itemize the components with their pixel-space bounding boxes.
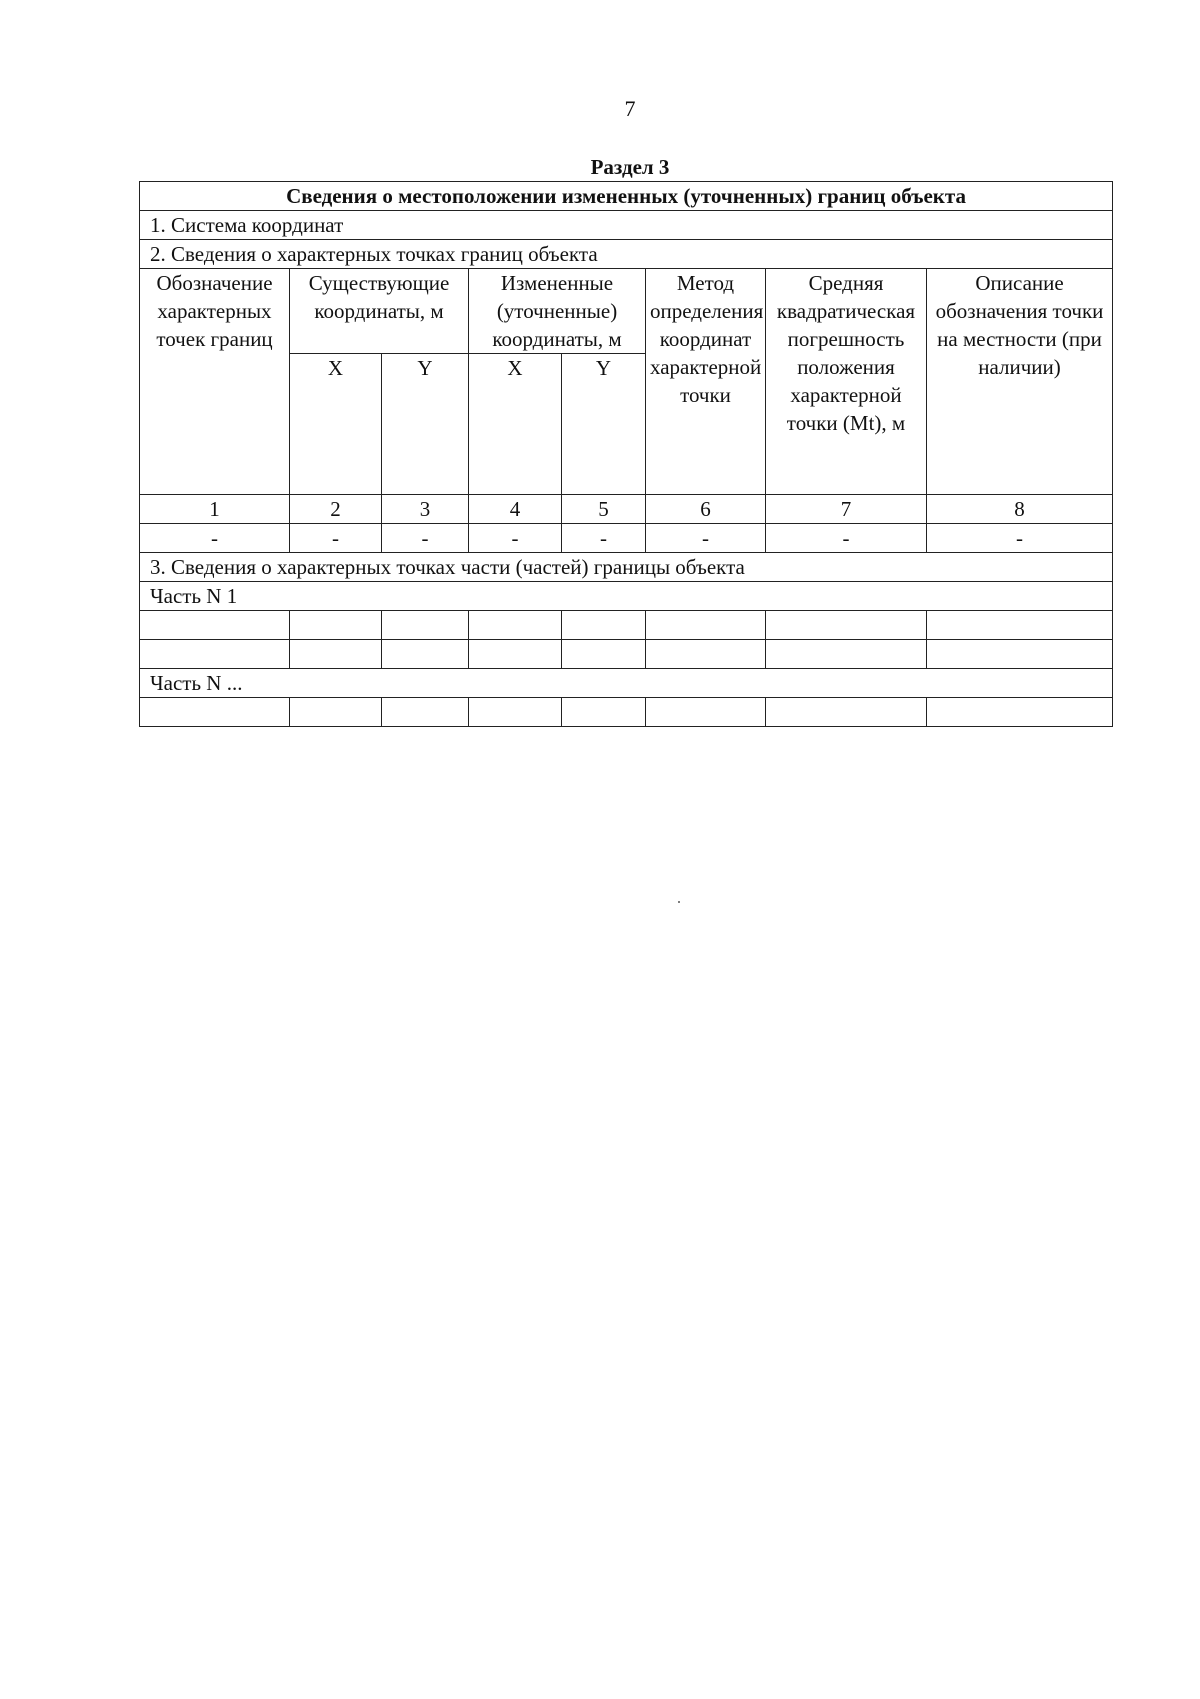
dash-cell: -	[927, 524, 1113, 553]
table-row	[140, 611, 1113, 640]
empty-cell	[646, 611, 766, 640]
header-changed-coords: Измененные (уточненные) координаты, м	[469, 269, 646, 354]
empty-cell	[766, 640, 927, 669]
empty-cell	[562, 640, 646, 669]
page-number: 7	[624, 96, 636, 121]
column-number: 8	[927, 495, 1113, 524]
empty-cell	[927, 611, 1113, 640]
column-number: 1	[140, 495, 290, 524]
dash-cell: -	[766, 524, 927, 553]
empty-cell	[766, 611, 927, 640]
boundary-table	[139, 181, 1113, 727]
empty-cell	[140, 640, 290, 669]
dash-cell: -	[290, 524, 382, 553]
header-y-changed: Y	[562, 354, 646, 495]
empty-cell	[562, 611, 646, 640]
empty-cell	[469, 640, 562, 669]
column-number: 3	[382, 495, 469, 524]
header-y-existing: Y	[382, 354, 469, 495]
column-number: 7	[766, 495, 927, 524]
part-1-label: Часть N 1	[140, 582, 1113, 611]
empty-cell	[562, 698, 646, 727]
empty-cell	[140, 698, 290, 727]
parts-info-row: 3. Сведения о характерных точках части (частей) границы объекта	[140, 553, 1113, 582]
dash-cell: -	[469, 524, 562, 553]
empty-cell	[382, 611, 469, 640]
empty-cell	[469, 698, 562, 727]
empty-cell	[927, 698, 1113, 727]
dash-cell: -	[140, 524, 290, 553]
empty-cell	[382, 698, 469, 727]
scan-speck	[678, 901, 680, 903]
header-description: Описание обозначения точки на местности (при наличии)	[927, 269, 1113, 495]
empty-cell	[290, 640, 382, 669]
header-existing-coords: Существующие координаты, м	[290, 269, 469, 354]
empty-cell	[646, 698, 766, 727]
table-title: Сведения о местоположении измененных (уточненных) границ объекта	[140, 182, 1113, 211]
dash-cell: -	[382, 524, 469, 553]
empty-cell	[140, 611, 290, 640]
header-x-existing: X	[290, 354, 382, 495]
empty-cell	[927, 640, 1113, 669]
header-mean-error: Средняя квадратическая погрешность положения характерной точки (Mt), м	[766, 269, 927, 495]
empty-cell	[469, 611, 562, 640]
empty-cell	[382, 640, 469, 669]
column-number: 4	[469, 495, 562, 524]
section-title: Раздел 3	[590, 155, 670, 179]
dash-cell: -	[646, 524, 766, 553]
coordinate-system-row: 1. Система координат	[140, 211, 1113, 240]
column-number: 6	[646, 495, 766, 524]
points-info-row: 2. Сведения о характерных точках границ объекта	[140, 240, 1113, 269]
header-method: Метод определения координат характерной точки	[646, 269, 766, 495]
header-x-changed: X	[469, 354, 562, 495]
empty-cell	[290, 698, 382, 727]
table-row	[140, 640, 1113, 669]
empty-cell	[290, 611, 382, 640]
column-number: 2	[290, 495, 382, 524]
dash-cell: -	[562, 524, 646, 553]
empty-cell	[766, 698, 927, 727]
part-n-label: Часть N ...	[140, 669, 1113, 698]
header-designation: Обозначение характерных точек границ	[140, 269, 290, 495]
column-number: 5	[562, 495, 646, 524]
empty-cell	[646, 640, 766, 669]
table-row	[140, 698, 1113, 727]
